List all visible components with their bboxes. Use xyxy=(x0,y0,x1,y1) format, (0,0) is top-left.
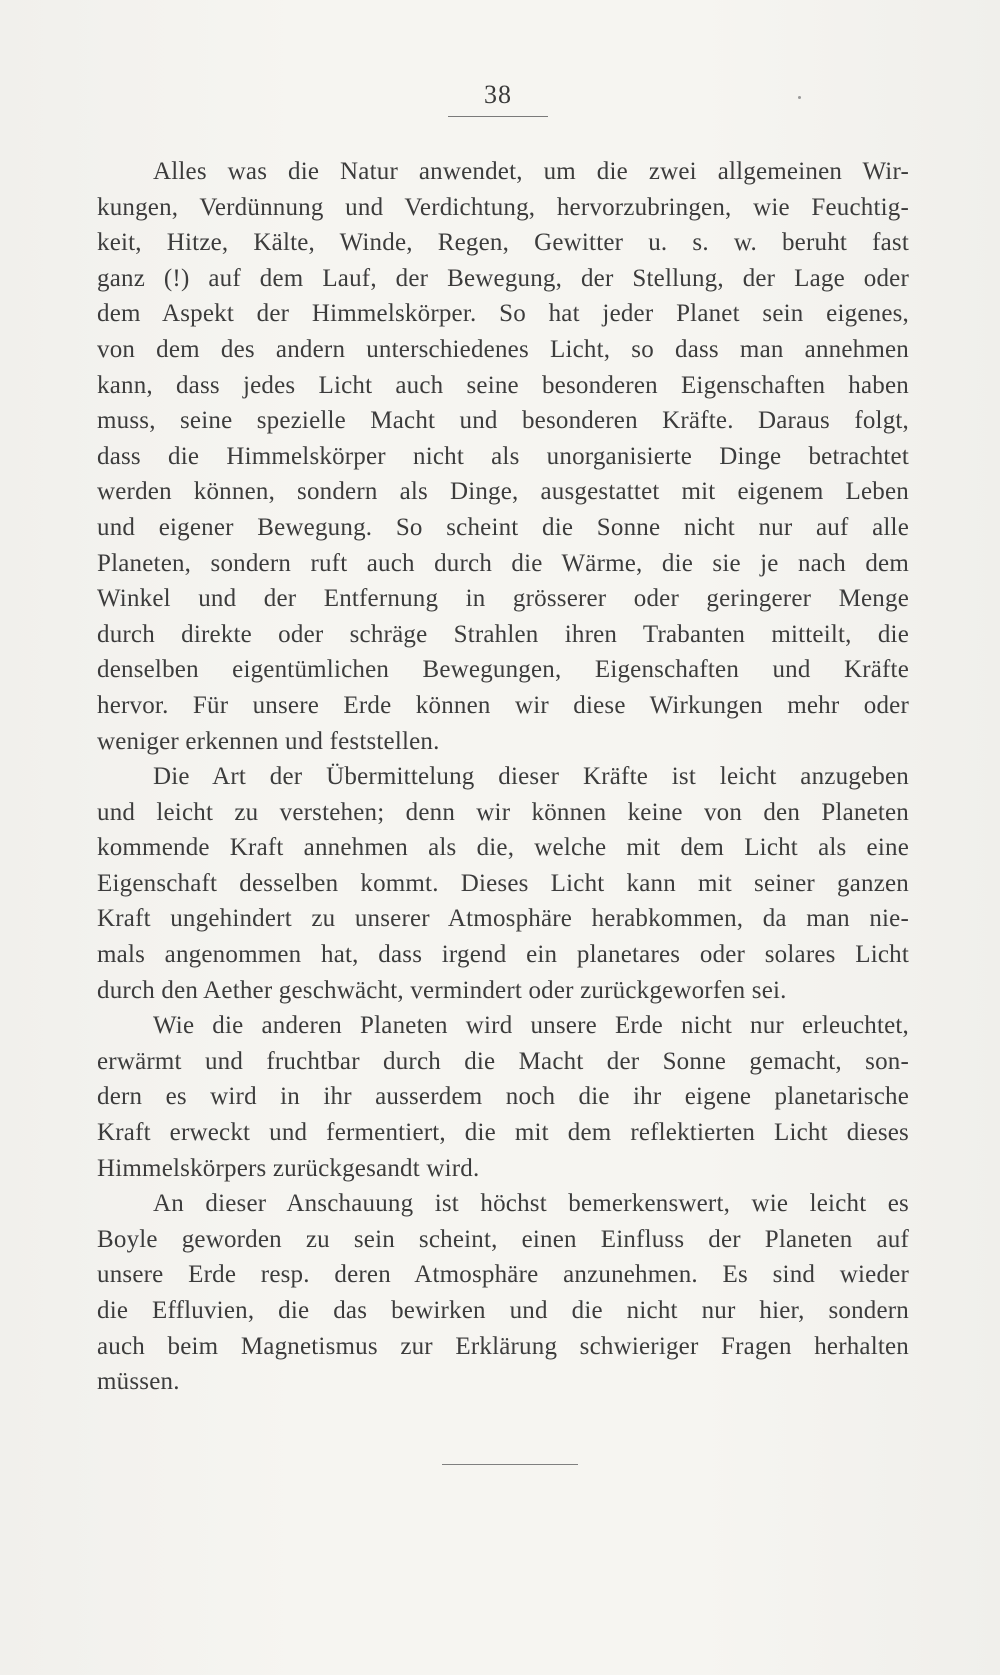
text-line: Kraft erweckt und fermentiert, die mit dem reflektierten Licht dieses xyxy=(97,1119,909,1147)
text-line: Winkel und der Entfernung in grösserer oder geringerer Menge xyxy=(97,585,909,613)
text-line: hervor. Für unsere Erde können wir diese Wirkungen mehr oder xyxy=(97,691,909,719)
text-line: erwärmt und fruchtbar durch die Macht der Sonne gemacht, son- xyxy=(97,1047,909,1075)
text-line: muss, seine spezielle Macht und besonderen Kräfte. Daraus folgt, xyxy=(97,407,909,435)
text-line: von dem des andern unterschiedenes Licht, so dass man annehmen xyxy=(97,335,909,363)
text-line: durch den Aether geschwächt, vermindert oder zurückgeworfen sei. xyxy=(97,976,787,1004)
paragraph xyxy=(97,1008,909,1186)
text-line: denselben eigentümlichen Bewegungen, Eigenschaften und Kräfte xyxy=(97,656,909,684)
text-line: weniger erkennen und feststellen. xyxy=(97,727,440,755)
text-line: und eigener Bewegung. So scheint die Sonne nicht nur auf alle xyxy=(97,513,909,541)
page-number-rule xyxy=(448,116,548,117)
text-line: Wie die anderen Planeten wird unsere Erde nicht nur erleuchtet, xyxy=(153,1012,909,1040)
text-line: werden können, sondern als Dinge, ausgestattet mit eigenem Leben xyxy=(97,478,909,506)
text-line: kungen, Verdünnung und Verdichtung, hervorzubringen, wie Feuchtig- xyxy=(97,193,909,221)
text-line: mals angenommen hat, dass irgend ein planetares oder solares Licht xyxy=(97,941,909,969)
page-number: 38 xyxy=(484,80,512,109)
text-line: Planeten, sondern ruft auch durch die Wärme, die sie je nach dem xyxy=(97,549,909,577)
print-speck xyxy=(798,96,801,99)
paragraph xyxy=(97,759,909,1008)
text-line: unsere Erde resp. deren Atmosphäre anzunehmen. Es sind wieder xyxy=(97,1261,909,1289)
text-line: und leicht zu verstehen; denn wir können keine von den Planeten xyxy=(97,798,909,826)
paragraph xyxy=(97,1186,909,1400)
page-header xyxy=(448,80,548,117)
text-line: kann, dass jedes Licht auch seine besonderen Eigenschaften haben xyxy=(97,371,909,399)
text-line: keit, Hitze, Kälte, Winde, Regen, Gewitter u. s. w. beruht fast xyxy=(97,229,909,257)
text-line: Alles was die Natur anwendet, um die zwei allgemeinen Wir- xyxy=(153,158,909,185)
text-line: müssen. xyxy=(97,1368,180,1396)
text-line: An dieser Anschauung ist höchst bemerkenswert, wie leicht es xyxy=(153,1190,909,1218)
text-line: Eigenschaft desselben kommt. Dieses Licht kann mit seiner ganzen xyxy=(97,869,909,897)
text-line: dern es wird in ihr ausserdem noch die ihr eigene planetarische xyxy=(97,1083,909,1111)
text-line: Kraft ungehindert zu unserer Atmosphäre herabkommen, da man nie- xyxy=(97,905,909,933)
paragraph xyxy=(97,154,909,759)
text-line: dass die Himmelskörper nicht als unorganisierte Dinge betrachtet xyxy=(97,442,909,470)
text-line: durch direkte oder schräge Strahlen ihren Trabanten mitteilt, die xyxy=(97,620,909,648)
text-line: Boyle geworden zu sein scheint, einen Einfluss der Planeten auf xyxy=(97,1225,909,1253)
text-line: ganz (!) auf dem Lauf, der Bewegung, der Stellung, der Lage oder xyxy=(97,264,909,292)
text-line: Himmelskörpers zurückgesandt wird. xyxy=(97,1154,480,1182)
text-line: kommende Kraft annehmen als die, welche mit dem Licht als eine xyxy=(97,834,909,862)
text-line: die Effluvien, die das bewirken und die nicht nur hier, sondern xyxy=(97,1297,909,1324)
text-line: dem Aspekt der Himmelskörper. So hat jeder Planet sein eigenes, xyxy=(97,300,909,328)
end-rule xyxy=(442,1464,578,1465)
text-line: Die Art der Übermittelung dieser Kräfte ist leicht anzugeben xyxy=(153,763,909,791)
body-text xyxy=(97,154,909,1400)
text-line: auch beim Magnetismus zur Erklärung schwieriger Fragen herhalten xyxy=(97,1332,909,1360)
